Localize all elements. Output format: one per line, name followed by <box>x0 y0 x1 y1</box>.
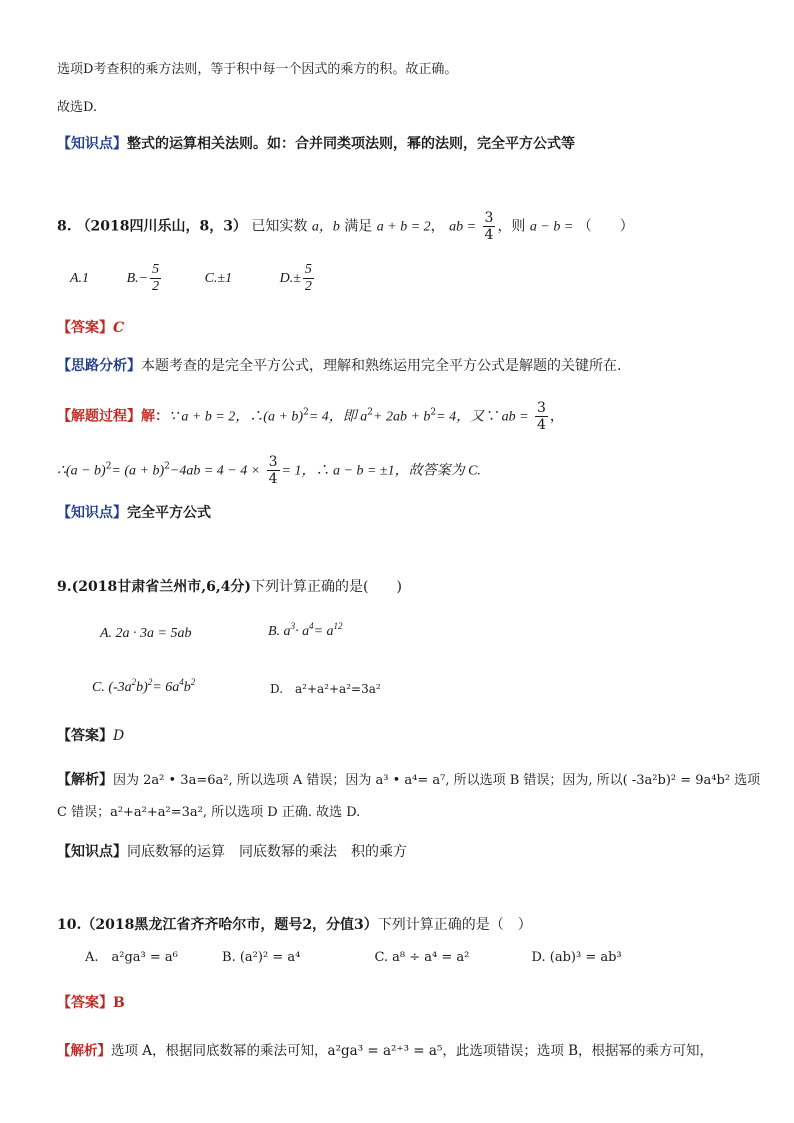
q8-solution-tag: 【解题过程】 <box>57 408 141 425</box>
q8-analysis-text: 本题考查的是完全平方公式，理解和熟练运用完全平方公式是解题的关键所在. <box>141 358 622 374</box>
q8-solution-line-1: 【解题过程】解：∵ a + b = 2，∴(a + b)$^2$= 4，即 $a^2+ 2ab + b^2= 4$，又∵ ab = $\frac{3}{4}$ ， <box>57 400 564 434</box>
q8-sol-frac-1-den: 4 <box>537 417 546 434</box>
q8-answer-value: C <box>113 320 125 336</box>
knowledge-point-line <box>57 136 575 153</box>
q9-option-a: A. 2a · 3a = 5ab <box>100 626 192 641</box>
q9-optc-c: = 6a <box>152 680 180 695</box>
q9-stem-text: 下列计算正确的是( ) <box>251 579 402 595</box>
q10-explanation-line-1 <box>57 1043 713 1059</box>
q8-knowledge-point <box>57 505 211 522</box>
q8-stem-c: ，则 <box>497 218 526 235</box>
q8-sol-frac-2 <box>267 454 280 487</box>
q10-option-c: C. a⁸ ÷ a⁴ = a² <box>374 950 470 965</box>
q9-option-b: B. $a^3\cdot a^4= a^{12}$ <box>268 621 343 639</box>
q9-option-d: D. a²+a²+a²=3a² <box>270 682 381 696</box>
q9-explanation-line-2: C 错误；a²+a²+a²=3a², 所以选项 D 正确. 故选 D. <box>57 805 361 820</box>
q8-sol-l1c: + 2ab + b <box>373 409 431 425</box>
q10-exp-tag: 【解析】 <box>57 1043 111 1059</box>
q8-sol-frac-1-num: 3 <box>537 400 546 416</box>
q10-option-d: D. (ab)³ = ab³ <box>531 950 622 965</box>
q9-optc-b: b) <box>136 680 148 695</box>
q8-expr-prod: ab = <box>449 219 477 235</box>
q8-sol-l2c: −4ab = 4 − 4 × <box>169 463 261 479</box>
q8-solution-jie: 解： <box>141 408 169 425</box>
q8-option-d-den: 2 <box>304 279 312 295</box>
q9-explanation-line-1 <box>57 772 760 789</box>
q9-optb-a: B. a <box>268 624 291 639</box>
q8-frac-den: 4 <box>484 227 494 244</box>
q8-head: 8. （2018四川乐山，8，3） <box>57 218 247 235</box>
q8-option-d: D.± <box>279 270 301 286</box>
q8-answer <box>57 320 124 337</box>
q8-options <box>70 262 316 295</box>
q9-optc-a: C. (-3a <box>92 680 132 695</box>
q8-stem-b: 满足 <box>344 218 373 235</box>
q8-sol-l2b: = (a + b) <box>111 463 165 479</box>
q10-option-b: B. (a²)² = a⁴ <box>222 950 301 965</box>
q8-kp-tag: 【知识点】 <box>57 505 127 521</box>
q9-knowledge-point <box>57 844 407 861</box>
knowledge-point-tag: 【知识点】 <box>57 136 127 152</box>
q10-option-a: A. a²ga³ = a⁶ <box>85 950 178 965</box>
text-line-1: 选项D考查积的乘方法则，等于积中每一个因式的乘方的积。故正确。 <box>57 62 458 77</box>
q9-option-c: C. $(-3a^2b)^2= 6a^4b^2$ <box>92 677 196 695</box>
q8-option-b-den: 2 <box>152 279 160 295</box>
q8-solution-line-2: ∴(a − $b)^2= (a + b)^2-4ab = 4 - 4$ × $\frac{3}{4}$ = 1，∴ a − b = ±1，故答案为 C. <box>57 454 481 488</box>
q9-stem <box>57 579 402 596</box>
q8-expr-ab: a，b <box>311 219 340 235</box>
q9-answer-tag: 【答案】 <box>57 728 113 744</box>
q8-expr-sum: a + b = 2 <box>376 219 431 235</box>
q8-sol-l1b: = 4，即 a <box>308 409 368 425</box>
q8-sol-frac-2-num: 3 <box>268 454 278 470</box>
q10-answer-value: B <box>113 995 125 1011</box>
q8-sol-frac-2-den: 4 <box>268 471 278 488</box>
knowledge-point-text: 整式的运算相关法则。如：合并同类项法则，幂的法则，完全平方公式等 <box>127 136 575 152</box>
text-line-2: 故选D. <box>57 100 98 115</box>
q9-answer-value: D <box>113 728 125 744</box>
q9-exp-l1: 因为 2a² • 3a=6a², 所以选项 A 错误；因为 a³ • a⁴= a⁷, 所以选项 B 错误；因为, 所以( -3a²b)² = 9a⁴b² 选项 <box>113 773 761 788</box>
q9-optc-d: b <box>183 680 191 695</box>
q8-stem: 8. （2018四川乐山，8，3） 已知实数 a，b 满足 a + b = 2， ab = $\frac{3}{4}$ ，则 a − b = （ ） <box>57 210 634 244</box>
q8-sol-l2d: = 1，∴ a − b = ±1，故答案为 C. <box>281 463 481 479</box>
q9-kp-tag: 【知识点】 <box>57 844 127 860</box>
q8-option-b-frac <box>150 262 161 295</box>
q8-option-b: B.− <box>126 270 149 286</box>
q10-options <box>85 950 622 966</box>
q8-sol-l1e: ， <box>549 408 564 425</box>
q8-expr-diff: a − b = <box>529 219 574 235</box>
q8-stem-d: （ ） <box>577 218 634 235</box>
q9-kp-text: 同底数幂的运算 同底数幂的乘法 积的乘方 <box>127 844 407 860</box>
q8-option-b-num: 5 <box>152 262 160 277</box>
q9-answer <box>57 728 124 745</box>
q8-frac-num: 3 <box>484 210 494 226</box>
q8-option-d-num: 5 <box>304 262 312 277</box>
q10-head: 10.（2018黑龙江省齐齐哈尔市，题号2，分值3） <box>57 917 378 933</box>
q8-option-c: C.±1 <box>204 270 233 286</box>
q9-optb-c: = a <box>313 624 334 639</box>
q8-stem-a: 已知实数 <box>251 218 308 235</box>
q10-stem-text: 下列计算正确的是（ ） <box>377 917 532 933</box>
q8-sol-l1a: ∵ a + b = 2，∴(a + b) <box>169 409 304 425</box>
q8-answer-tag: 【答案】 <box>57 320 113 336</box>
q8-kp-text: 完全平方公式 <box>127 505 211 521</box>
q8-option-d-frac <box>303 262 314 295</box>
q8-sol-frac-1 <box>535 400 548 433</box>
q9-exp-tag: 【解析】 <box>57 772 113 788</box>
q10-answer-tag: 【答案】 <box>57 995 113 1011</box>
q9-optb-b: · a <box>295 624 310 639</box>
q8-option-a: A.1 <box>70 270 90 286</box>
q9-head: 9.(2018甘肃省兰州市,6,4分) <box>57 579 252 595</box>
q8-analysis <box>57 358 621 375</box>
q8-sol-l1d: = 4，又∵ ab = <box>436 409 529 425</box>
q10-exp-l1: 选项 A，根据同底数幂的乘法可知，a²ga³ = a²⁺³ = a⁵，此选项错误；选项 B，根据幂的乘方可知， <box>111 1043 714 1059</box>
q10-answer <box>57 995 125 1012</box>
q10-stem <box>57 917 532 934</box>
q8-fraction <box>483 210 496 243</box>
q8-analysis-tag: 【思路分析】 <box>57 358 141 374</box>
q8-sol-l2a: ∴(a − b) <box>57 463 106 479</box>
